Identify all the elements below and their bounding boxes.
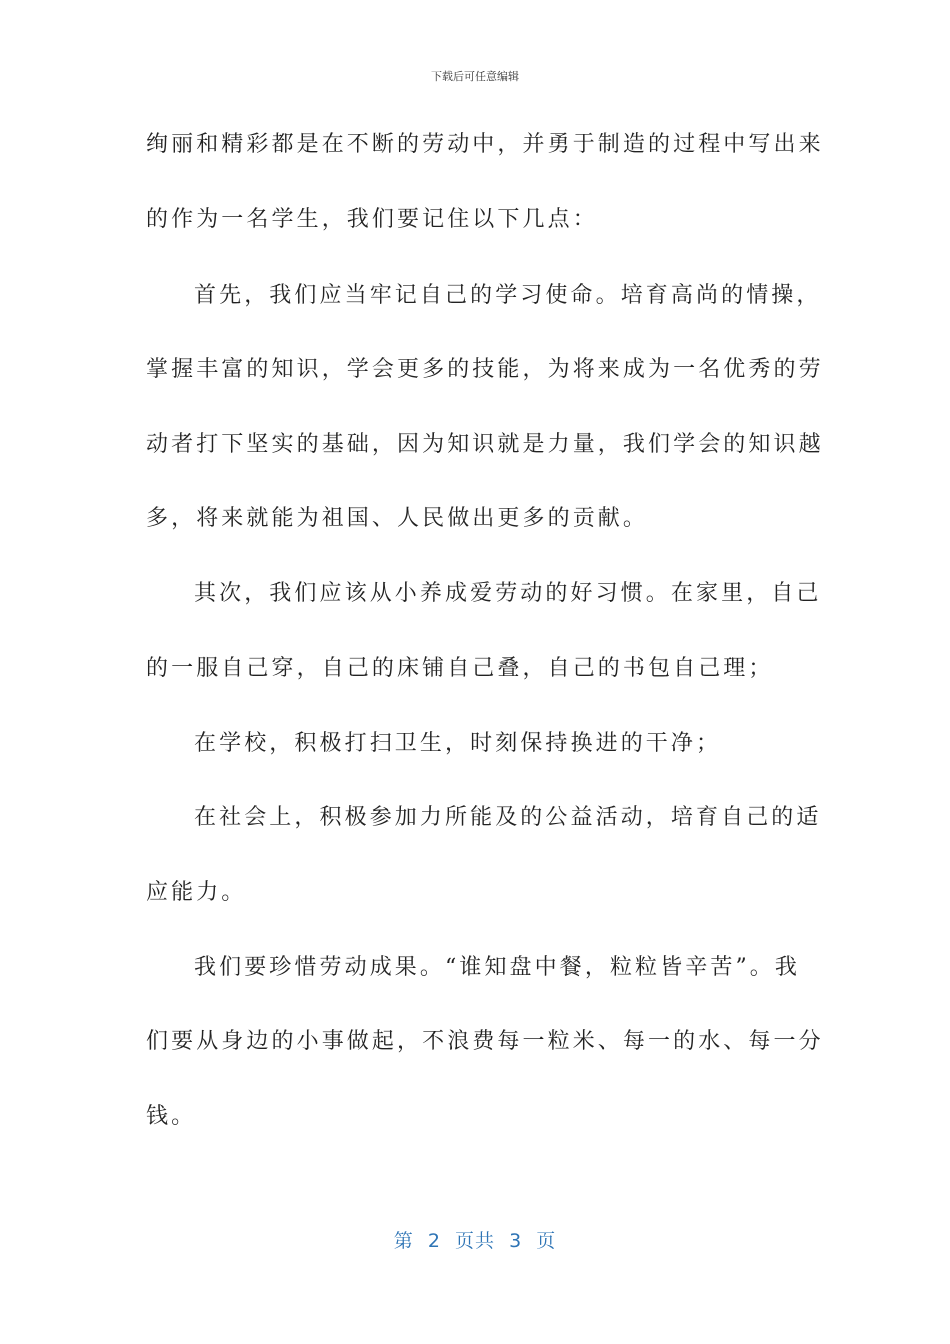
text-line: 绚丽和精彩都是在不断的劳动中，并勇于制造的过程中写出来 [146,132,824,157]
text-line: 掌握丰富的知识，学会更多的技能，为将来成为一名优秀的劳 [146,357,824,382]
text-line: 在社会上，积极参加力所能及的公益活动，培育自己的适 [194,805,822,830]
page-number: 第 2 页共 3 页 [393,1230,557,1252]
text-line: 的作为一名学生，我们要记住以下几点： [146,207,598,232]
text-line: 应能力。 [146,880,247,905]
text-line: 多，将来就能为祖国、人民做出更多的贡献。 [146,506,649,531]
header-note: 下载后可任意编辑 [431,70,519,83]
text-line: 钱。 [146,1104,197,1129]
text-line: 我们要珍惜劳动成果。“谁知盘中餐，粒粒皆辛苦”。我 [194,955,800,980]
text-line: 在学校，积极打扫卫生，时刻保持换进的干净； [194,731,722,756]
text-line: 们要从身边的小事做起，不浪费每一粒米、每一的水、每一分 [146,1029,824,1054]
text-line: 的一服自己穿，自己的床铺自己叠，自己的书包自己理； [146,656,774,681]
text-line: 首先，我们应当牢记自己的学习使命。培育高尚的情操， [194,283,822,308]
text-line: 其次，我们应该从小养成爱劳动的好习惯。在家里，自己 [194,581,822,606]
text-line: 动者打下坚实的基础，因为知识就是力量，我们学会的知识越 [146,432,824,457]
